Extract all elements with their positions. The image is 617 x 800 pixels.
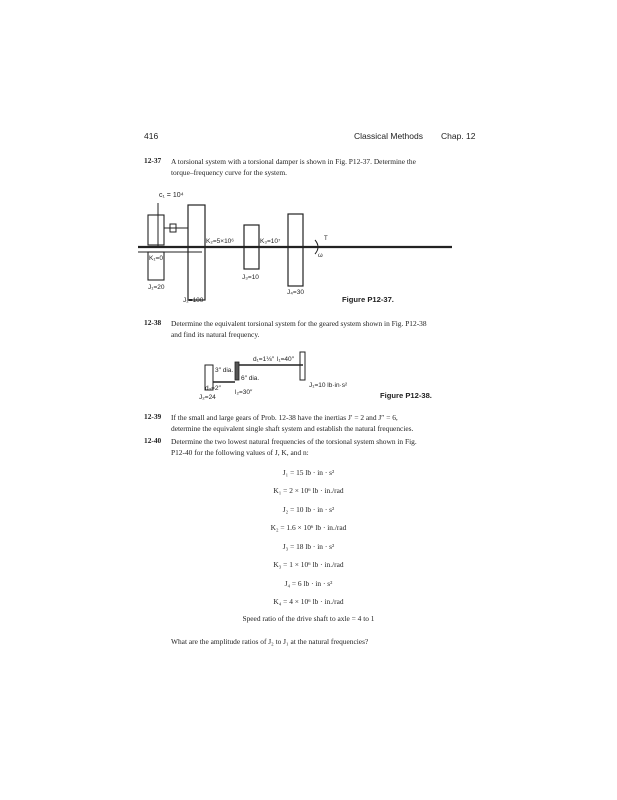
- problem-text: [171, 318, 427, 340]
- inertia-j4-disk: [288, 214, 303, 286]
- figure-p12-37: [130, 185, 480, 310]
- large-gear-dia-label: 6″ dia.: [241, 375, 260, 382]
- problem-text: [171, 156, 416, 178]
- problem-line: Determine the two lowest natural frequencies of the torsional system shown in Fig.: [171, 437, 417, 446]
- k3-label: K₃=10⁷: [260, 238, 281, 245]
- problem-number: 12-39: [144, 412, 162, 421]
- section-title: Classical Methods: [354, 131, 423, 141]
- problem-line: A torsional system with a torsional damper is shown in Fig. P12-37. Determine the: [171, 157, 416, 166]
- problem-text: [171, 436, 417, 458]
- problem-line: Determine the equivalent torsional system for the geared system shown in Fig. P12-38: [171, 319, 427, 328]
- small-gear-dia-label: 3″ dia.: [215, 367, 234, 374]
- equation-j4: J₄ = 6 lb · in · s²: [284, 579, 333, 588]
- equation-k4: K₄ = 4 × 10⁶ lb · in./rad: [273, 597, 344, 606]
- figure-caption: Figure P12-38.: [380, 391, 432, 400]
- equation-k3: K₃ = 1 × 10⁶ lb · in./rad: [273, 560, 344, 569]
- j2-label: J₂=24: [199, 394, 216, 401]
- problem-text: [171, 412, 413, 434]
- k2-label: K₂=5×10⁶: [206, 238, 234, 245]
- j1-label: J₁=20: [148, 284, 165, 291]
- omega-label: ω: [318, 253, 323, 259]
- speed-ratio: Speed ratio of the drive shaft to axle = 4 to 1: [242, 614, 375, 623]
- chapter-label: Chap. 12: [441, 131, 476, 141]
- problem-number: 12-38: [144, 318, 162, 327]
- inertia-j1-upper: [148, 215, 164, 245]
- figure-caption: Figure P12-37.: [342, 295, 394, 304]
- j3-label: J₃=10: [242, 274, 259, 281]
- figure-p12-38: [195, 345, 465, 405]
- torque-label: T: [324, 236, 328, 242]
- large-gear-j1: [300, 352, 305, 380]
- problem-line: determine the equivalent single shaft system and establish the natural frequencies.: [171, 424, 414, 433]
- problem-line: P12-40 for the following values of J, K, and n:: [171, 448, 309, 457]
- d2-label: d₂=2″: [205, 385, 221, 392]
- equation-j2: J₂ = 10 lb · in · s²: [282, 505, 335, 514]
- j1-label: J₁=10 lb·in·s²: [309, 382, 348, 389]
- problem-number: 12-37: [144, 156, 162, 165]
- j4-label: J₄=30: [287, 289, 304, 296]
- final-question: What are the amplitude ratios of J₂ to J₁ at the natural frequencies?: [171, 637, 369, 646]
- problem-line: If the small and large gears of Prob. 12-38 have the inertias J′ = 2 and J″ = 6,: [171, 413, 398, 422]
- problem-line: and find its natural frequency.: [171, 330, 260, 339]
- l2-label: l₂=30″: [235, 389, 253, 396]
- l1-label: l₁=40″: [277, 356, 294, 363]
- small-gear: [235, 362, 239, 380]
- k1-label: K₁=0: [149, 255, 163, 262]
- equation-k1: K₁ = 2 × 10⁶ lb · in./rad: [273, 486, 344, 495]
- page-number: 416: [144, 131, 159, 141]
- d1-label: d₁=1⅛″: [253, 356, 274, 363]
- j2-label: J₂=100: [183, 297, 204, 304]
- equation-j1: J₁ = 15 lb · in · s²: [282, 468, 335, 477]
- equation-k2: K₂ = 1.6 × 10⁶ lb · in./rad: [270, 523, 347, 532]
- equation-j3: J₃ = 18 lb · in · s²: [282, 542, 335, 551]
- damper-c1-label: c₁ = 10⁴: [159, 192, 184, 199]
- problem-line: torque–frequency curve for the system.: [171, 168, 287, 177]
- problem-number: 12-40: [144, 436, 162, 445]
